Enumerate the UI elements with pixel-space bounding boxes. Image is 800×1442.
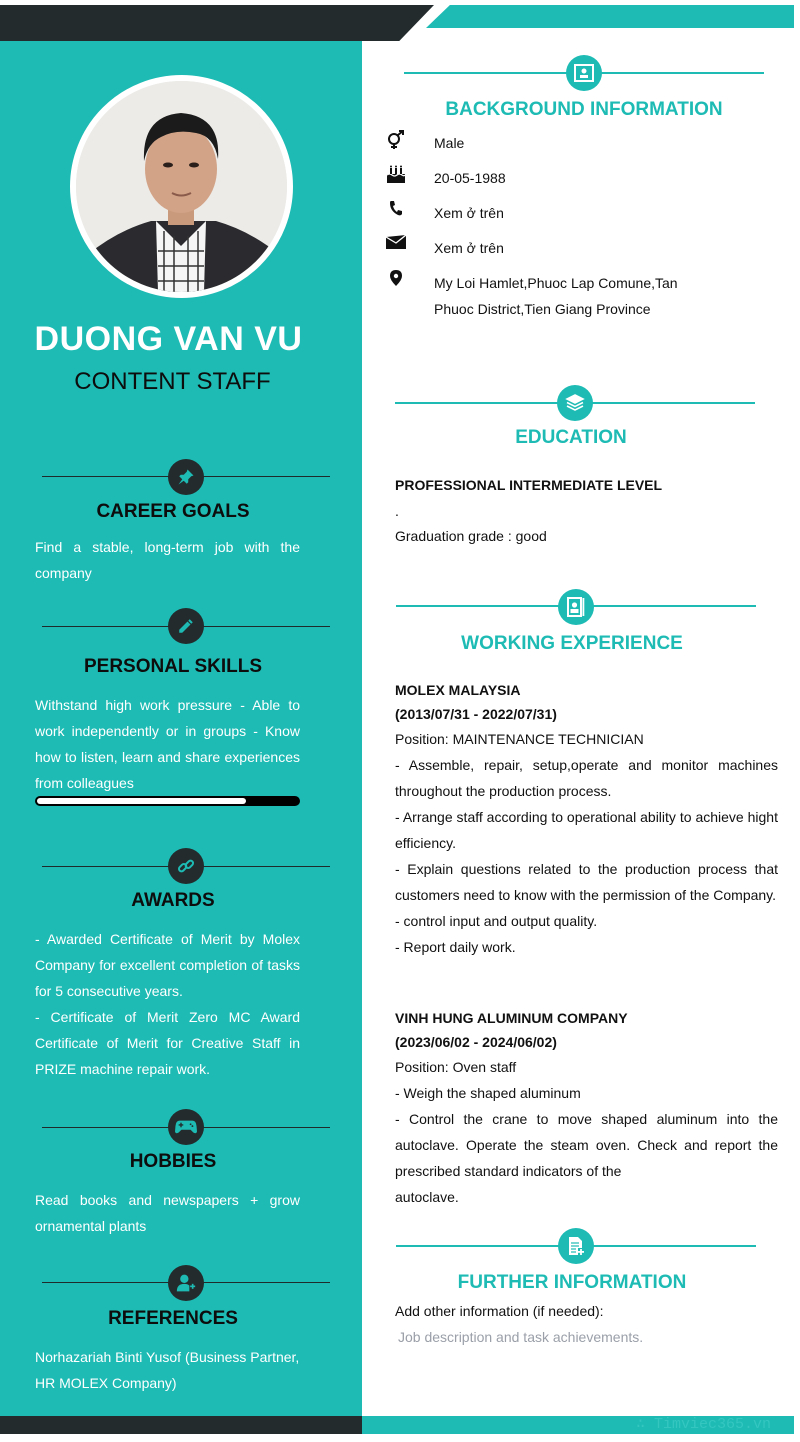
gamepad-icon [168, 1109, 204, 1145]
layers-icon [557, 385, 593, 421]
top-dark-bar [0, 5, 434, 41]
footer-dark-bar [0, 1416, 362, 1434]
job-duty: - control input and output quality. [395, 913, 598, 929]
job-duty: - Report daily work. [395, 939, 516, 955]
avatar [70, 75, 293, 298]
job-entry [395, 678, 778, 960]
background-heading: BACKGROUND INFORMATION [445, 99, 723, 120]
job-entry [395, 1006, 778, 1210]
personal-skills-text: Withstand high work pressure - Able to work independently or in groups - Know how to listen, learn and share experiences from colleagues [35, 697, 300, 791]
top-teal-bar [426, 5, 794, 28]
skill-progress-bar [35, 796, 300, 806]
pencil-icon [168, 608, 204, 644]
experience-heading: WORKING EXPERIENCE [461, 633, 683, 654]
job-duty: - Arrange staff according to operational ability to achieve hight efficiency. [395, 809, 778, 851]
map-marker-icon [384, 270, 408, 286]
further-heading: FURTHER INFORMATION [457, 1272, 687, 1293]
education-major: . [395, 503, 399, 519]
candidate-name: DUONG VAN VU [34, 320, 303, 358]
contact-book-icon [558, 589, 594, 625]
job-duty: - Assemble, repair, setup,operate and monitor machines throughout the production process. [395, 757, 778, 799]
references-heading: REFERENCES [108, 1308, 238, 1329]
watermark: ∴ Timviec365.vn [636, 1416, 772, 1433]
job-position: Position: MAINTENANCE TECHNICIAN [395, 731, 644, 747]
skill-progress-fill [37, 798, 246, 804]
career-goals-heading: CAREER GOALS [96, 501, 250, 522]
envelope-icon [384, 235, 408, 249]
job-period: (2023/06/02 - 2024/06/02) [395, 1034, 557, 1050]
job-company: VINH HUNG ALUMINUM COMPANY [395, 1010, 628, 1026]
candidate-title: CONTENT STAFF [74, 368, 271, 395]
awards-list [35, 926, 300, 1082]
pushpin-icon [168, 459, 204, 495]
award-item: - Certificate of Merit Zero MC Award Certificate of Merit for Creative Staff in PRIZE machine repair work. [35, 1009, 300, 1077]
further-input[interactable]: Job description and task achievements. [398, 1329, 644, 1345]
education-grade: Graduation grade : good [395, 528, 547, 544]
gender-icon [384, 130, 408, 150]
references-text: Norhazariah Binti Yusof (Business Partner, HR MOLEX Company) [35, 1349, 300, 1391]
file-add-icon [558, 1228, 594, 1264]
education-school: PROFESSIONAL INTERMEDIATE LEVEL [395, 477, 663, 493]
job-company: MOLEX MALAYSIA [395, 682, 521, 698]
phone-icon [384, 200, 408, 216]
job-position: Position: Oven staff [395, 1059, 517, 1075]
further-label: Add other information (if needed): [395, 1303, 604, 1319]
personal-skills-heading: PERSONAL SKILLS [83, 656, 263, 677]
hobbies-heading: HOBBIES [129, 1151, 217, 1172]
link-icon [168, 848, 204, 884]
career-goals-text: Find a stable, long-term job with the company [35, 539, 300, 581]
job-duty: - Control the crane to move shaped aluminum into the autoclave. Operate the steam oven. Check and report the prescribed standard indicators of the [395, 1111, 778, 1179]
profile-photo-icon [76, 81, 287, 292]
id-card-icon [566, 55, 602, 91]
job-duty: - Weigh the shaped aluminum [395, 1085, 581, 1101]
hobbies-text: Read books and newspapers + grow ornamental plants [35, 1192, 300, 1234]
awards-heading: AWARDS [131, 890, 215, 911]
job-duty: autoclave. [395, 1189, 459, 1205]
job-duty: - Explain questions related to the production process that customers need to know with the permission of the Company. [395, 861, 778, 903]
add-user-icon [168, 1265, 204, 1301]
award-item: - Awarded Certificate of Merit by Molex Company for excellent completion of tasks for 5 consecutive years. [35, 931, 300, 999]
birthday-cake-icon [384, 165, 408, 183]
job-period: (2013/07/31 - 2022/07/31) [395, 706, 557, 722]
education-heading: EDUCATION [515, 427, 627, 448]
